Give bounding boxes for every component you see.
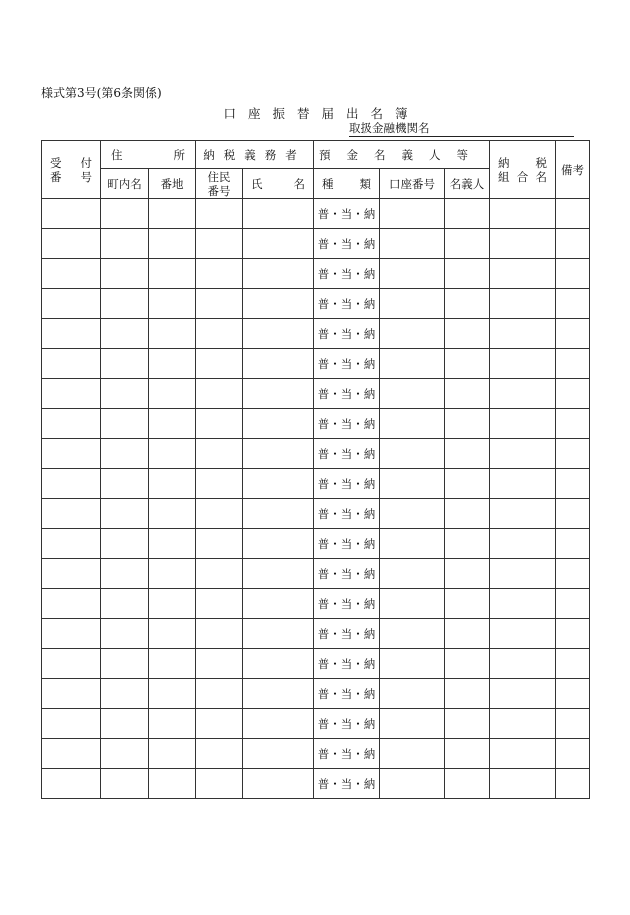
- entry-cell[interactable]: [149, 679, 196, 709]
- table-row: [42, 199, 590, 229]
- entry-cell[interactable]: [101, 439, 149, 469]
- entry-cell[interactable]: [196, 769, 243, 799]
- entry-cell[interactable]: [490, 379, 556, 409]
- entry-cell[interactable]: [196, 649, 243, 679]
- header-address: 住 所: [101, 141, 196, 169]
- entry-cell[interactable]: [42, 199, 101, 229]
- entry-cell[interactable]: [243, 679, 314, 709]
- entry-cell[interactable]: [490, 469, 556, 499]
- entry-cell[interactable]: [445, 469, 490, 499]
- entry-cell[interactable]: [101, 739, 149, 769]
- entry-cell[interactable]: [380, 589, 445, 619]
- entry-cell[interactable]: [196, 319, 243, 349]
- entry-cell[interactable]: [149, 469, 196, 499]
- entry-cell[interactable]: [243, 469, 314, 499]
- account-type-cell[interactable]: 普・当・納: [314, 469, 380, 499]
- entry-cell[interactable]: [380, 439, 445, 469]
- entry-cell[interactable]: [149, 319, 196, 349]
- entry-cell[interactable]: [101, 589, 149, 619]
- table-row: [42, 349, 590, 379]
- entry-cell[interactable]: [42, 769, 101, 799]
- entry-cell[interactable]: [149, 559, 196, 589]
- entry-cell[interactable]: [196, 559, 243, 589]
- entry-cell[interactable]: [42, 649, 101, 679]
- entry-cell[interactable]: [380, 739, 445, 769]
- entry-cell[interactable]: [101, 379, 149, 409]
- entry-cell[interactable]: [445, 529, 490, 559]
- entry-cell[interactable]: [243, 289, 314, 319]
- entry-cell[interactable]: [380, 649, 445, 679]
- account-type-cell[interactable]: 普・当・納: [314, 619, 380, 649]
- entry-cell[interactable]: [196, 409, 243, 439]
- entry-cell[interactable]: [101, 319, 149, 349]
- entry-cell[interactable]: [380, 259, 445, 289]
- entry-cell[interactable]: [380, 709, 445, 739]
- entry-cell[interactable]: [556, 709, 590, 739]
- entry-cell[interactable]: [490, 439, 556, 469]
- entry-cell[interactable]: [196, 229, 243, 259]
- entry-cell[interactable]: [243, 319, 314, 349]
- entry-cell[interactable]: [149, 589, 196, 619]
- entry-cell[interactable]: [490, 349, 556, 379]
- entry-cell[interactable]: [149, 349, 196, 379]
- entry-cell[interactable]: [556, 529, 590, 559]
- entry-cell[interactable]: [380, 619, 445, 649]
- entry-cell[interactable]: [101, 469, 149, 499]
- account-type-cell[interactable]: 普・当・納: [314, 499, 380, 529]
- registry-table: [41, 140, 590, 799]
- account-type-cell[interactable]: 普・当・納: [314, 649, 380, 679]
- entry-cell[interactable]: [556, 469, 590, 499]
- entry-cell[interactable]: [445, 709, 490, 739]
- entry-cell[interactable]: [42, 379, 101, 409]
- entry-cell[interactable]: [380, 769, 445, 799]
- entry-cell[interactable]: [445, 229, 490, 259]
- header-type: 種 類: [314, 169, 380, 199]
- entry-cell[interactable]: [243, 499, 314, 529]
- table-row: [42, 769, 590, 799]
- entry-cell[interactable]: [380, 349, 445, 379]
- entry-cell[interactable]: [42, 619, 101, 649]
- entry-cell[interactable]: [42, 259, 101, 289]
- entry-cell[interactable]: [490, 319, 556, 349]
- entry-cell[interactable]: [42, 349, 101, 379]
- entry-cell[interactable]: [445, 499, 490, 529]
- header-holder: 名義人: [445, 169, 490, 199]
- account-type-cell[interactable]: 普・当・納: [314, 379, 380, 409]
- entry-cell[interactable]: [380, 379, 445, 409]
- entry-cell[interactable]: [149, 409, 196, 439]
- entry-cell[interactable]: [149, 439, 196, 469]
- entry-cell[interactable]: [196, 589, 243, 619]
- entry-cell[interactable]: [42, 469, 101, 499]
- entry-cell[interactable]: [196, 709, 243, 739]
- entry-cell[interactable]: [196, 679, 243, 709]
- entry-cell[interactable]: [196, 289, 243, 319]
- entry-cell[interactable]: [243, 619, 314, 649]
- entry-cell[interactable]: [556, 259, 590, 289]
- entry-cell[interactable]: [556, 739, 590, 769]
- entry-cell[interactable]: [556, 649, 590, 679]
- entry-cell[interactable]: [101, 679, 149, 709]
- entry-cell[interactable]: [196, 199, 243, 229]
- entry-cell[interactable]: [445, 319, 490, 349]
- entry-cell[interactable]: [149, 499, 196, 529]
- entry-cell[interactable]: [445, 619, 490, 649]
- entry-cell[interactable]: [42, 559, 101, 589]
- entry-cell[interactable]: [556, 559, 590, 589]
- header-taxpayer: 納税義務者: [196, 141, 314, 169]
- entry-cell[interactable]: [42, 499, 101, 529]
- entry-cell[interactable]: [42, 319, 101, 349]
- entry-cell[interactable]: [445, 409, 490, 439]
- entry-cell[interactable]: [196, 619, 243, 649]
- entry-cell[interactable]: [556, 409, 590, 439]
- entry-cell[interactable]: [42, 409, 101, 439]
- table-row: [42, 679, 590, 709]
- entry-cell[interactable]: [445, 769, 490, 799]
- entry-cell[interactable]: [445, 259, 490, 289]
- account-type-cell[interactable]: 普・当・納: [314, 709, 380, 739]
- account-type-cell[interactable]: 普・当・納: [314, 229, 380, 259]
- entry-cell[interactable]: [490, 649, 556, 679]
- entry-cell[interactable]: [445, 559, 490, 589]
- entry-cell[interactable]: [380, 229, 445, 259]
- entry-cell[interactable]: [149, 289, 196, 319]
- entry-cell[interactable]: [243, 559, 314, 589]
- entry-cell[interactable]: [196, 379, 243, 409]
- table-row: [42, 559, 590, 589]
- institution-label: 取扱金融機関名: [349, 121, 430, 135]
- account-type-cell[interactable]: 普・当・納: [314, 769, 380, 799]
- table-row: [42, 259, 590, 289]
- entry-cell[interactable]: [42, 229, 101, 259]
- entry-cell[interactable]: [556, 769, 590, 799]
- header-lot: 番地: [149, 169, 196, 199]
- entry-cell[interactable]: [490, 289, 556, 319]
- entry-cell[interactable]: [490, 229, 556, 259]
- entry-cell[interactable]: [380, 499, 445, 529]
- table-row: [42, 379, 590, 409]
- entry-cell[interactable]: [149, 619, 196, 649]
- entry-cell[interactable]: [445, 349, 490, 379]
- entry-cell[interactable]: [445, 379, 490, 409]
- table-row: [42, 589, 590, 619]
- entry-cell[interactable]: [445, 289, 490, 319]
- entry-cell[interactable]: [445, 679, 490, 709]
- header-depositor: 預金名義人等: [314, 141, 490, 169]
- entry-cell[interactable]: [101, 259, 149, 289]
- table-row: [42, 409, 590, 439]
- entry-cell[interactable]: [243, 709, 314, 739]
- account-type-cell[interactable]: 普・当・納: [314, 199, 380, 229]
- entry-cell[interactable]: [101, 649, 149, 679]
- entry-cell[interactable]: [490, 409, 556, 439]
- account-type-cell[interactable]: 普・当・納: [314, 409, 380, 439]
- account-type-cell[interactable]: 普・当・納: [314, 259, 380, 289]
- entry-cell[interactable]: [556, 229, 590, 259]
- entry-cell[interactable]: [149, 769, 196, 799]
- header-account-number: 口座番号: [380, 169, 445, 199]
- entry-cell[interactable]: [243, 769, 314, 799]
- entry-cell[interactable]: [556, 289, 590, 319]
- header-tax-union: 納 税 組 合 名: [490, 141, 556, 199]
- entry-cell[interactable]: [101, 499, 149, 529]
- entry-cell[interactable]: [243, 229, 314, 259]
- entry-cell[interactable]: [490, 679, 556, 709]
- table-row: [42, 709, 590, 739]
- entry-cell[interactable]: [490, 709, 556, 739]
- entry-cell[interactable]: [101, 559, 149, 589]
- account-type-cell[interactable]: 普・当・納: [314, 679, 380, 709]
- entry-cell[interactable]: [42, 529, 101, 559]
- entry-cell[interactable]: [101, 349, 149, 379]
- entry-cell[interactable]: [243, 199, 314, 229]
- entry-cell[interactable]: [243, 529, 314, 559]
- table-row: [42, 439, 590, 469]
- entry-cell[interactable]: [243, 649, 314, 679]
- entry-cell[interactable]: [380, 529, 445, 559]
- table-row: [42, 499, 590, 529]
- entry-cell[interactable]: [490, 259, 556, 289]
- entry-cell[interactable]: [243, 349, 314, 379]
- entry-cell[interactable]: [149, 229, 196, 259]
- entry-cell[interactable]: [445, 199, 490, 229]
- entry-cell[interactable]: [101, 229, 149, 259]
- entry-cell[interactable]: [243, 409, 314, 439]
- entry-cell[interactable]: [243, 439, 314, 469]
- entry-cell[interactable]: [556, 349, 590, 379]
- entry-cell[interactable]: [445, 589, 490, 619]
- entry-cell[interactable]: [196, 529, 243, 559]
- entry-cell[interactable]: [149, 259, 196, 289]
- entry-cell[interactable]: [101, 409, 149, 439]
- entry-cell[interactable]: [101, 619, 149, 649]
- table-row: [42, 739, 590, 769]
- form-number: 様式第3号(第6条関係): [41, 86, 162, 100]
- entry-cell[interactable]: [101, 709, 149, 739]
- entry-cell[interactable]: [380, 409, 445, 439]
- table-row: [42, 229, 590, 259]
- table-row: [42, 469, 590, 499]
- entry-cell[interactable]: [243, 259, 314, 289]
- entry-cell[interactable]: [149, 709, 196, 739]
- entry-cell[interactable]: [556, 499, 590, 529]
- account-type-cell[interactable]: 普・当・納: [314, 739, 380, 769]
- entry-cell[interactable]: [196, 499, 243, 529]
- entry-cell[interactable]: [490, 499, 556, 529]
- entry-cell[interactable]: [490, 769, 556, 799]
- entry-cell[interactable]: [196, 439, 243, 469]
- table-row: [42, 289, 590, 319]
- table-row: [42, 319, 590, 349]
- entry-cell[interactable]: [556, 679, 590, 709]
- entry-cell[interactable]: [42, 739, 101, 769]
- entry-cell[interactable]: [490, 559, 556, 589]
- entry-cell[interactable]: [149, 529, 196, 559]
- entry-cell[interactable]: [380, 559, 445, 589]
- document-title: 口座振替届出名簿: [223, 106, 420, 121]
- account-type-cell[interactable]: 普・当・納: [314, 589, 380, 619]
- account-type-cell[interactable]: 普・当・納: [314, 529, 380, 559]
- entry-cell[interactable]: [445, 649, 490, 679]
- entry-cell[interactable]: [243, 379, 314, 409]
- header-name: 氏 名: [243, 169, 314, 199]
- entry-cell[interactable]: [243, 589, 314, 619]
- entry-cell[interactable]: [556, 439, 590, 469]
- account-type-cell[interactable]: 普・当・納: [314, 559, 380, 589]
- institution-underline: [349, 136, 574, 137]
- entry-cell[interactable]: [380, 469, 445, 499]
- entry-cell[interactable]: [149, 199, 196, 229]
- entry-cell[interactable]: [380, 319, 445, 349]
- entry-cell[interactable]: [42, 289, 101, 319]
- entry-cell[interactable]: [445, 739, 490, 769]
- account-type-cell[interactable]: 普・当・納: [314, 439, 380, 469]
- entry-cell[interactable]: [101, 289, 149, 319]
- entry-cell[interactable]: [556, 589, 590, 619]
- header-remarks: 備考: [556, 141, 590, 199]
- entry-cell[interactable]: [196, 469, 243, 499]
- header-town: 町内名: [101, 169, 149, 199]
- entry-cell[interactable]: [445, 439, 490, 469]
- table-row: [42, 529, 590, 559]
- header-resident-number: 住民 番号: [196, 169, 243, 199]
- table-row: [42, 649, 590, 679]
- entry-cell[interactable]: [101, 199, 149, 229]
- entry-cell[interactable]: [101, 769, 149, 799]
- entry-cell[interactable]: [149, 379, 196, 409]
- entry-cell[interactable]: [556, 199, 590, 229]
- entry-cell[interactable]: [196, 259, 243, 289]
- entry-cell[interactable]: [196, 349, 243, 379]
- entry-cell[interactable]: [490, 199, 556, 229]
- header-receipt-number: 受 付 番 号: [42, 141, 101, 199]
- account-type-cell[interactable]: 普・当・納: [314, 319, 380, 349]
- entry-cell[interactable]: [490, 619, 556, 649]
- entry-cell[interactable]: [101, 529, 149, 559]
- entry-cell[interactable]: [490, 529, 556, 559]
- entry-cell[interactable]: [243, 739, 314, 769]
- entry-cell[interactable]: [42, 679, 101, 709]
- entry-cell[interactable]: [380, 679, 445, 709]
- account-type-cell[interactable]: 普・当・納: [314, 289, 380, 319]
- entry-cell[interactable]: [149, 739, 196, 769]
- entry-cell[interactable]: [42, 439, 101, 469]
- table-row: [42, 619, 590, 649]
- entry-cell[interactable]: [380, 199, 445, 229]
- entry-cell[interactable]: [380, 289, 445, 319]
- account-type-cell[interactable]: 普・当・納: [314, 349, 380, 379]
- entry-cell[interactable]: [490, 739, 556, 769]
- entry-cell[interactable]: [196, 739, 243, 769]
- entry-cell[interactable]: [42, 709, 101, 739]
- entry-cell[interactable]: [490, 589, 556, 619]
- entry-cell[interactable]: [42, 589, 101, 619]
- entry-cell[interactable]: [556, 379, 590, 409]
- entry-cell[interactable]: [556, 319, 590, 349]
- entry-cell[interactable]: [149, 649, 196, 679]
- entry-cell[interactable]: [556, 619, 590, 649]
